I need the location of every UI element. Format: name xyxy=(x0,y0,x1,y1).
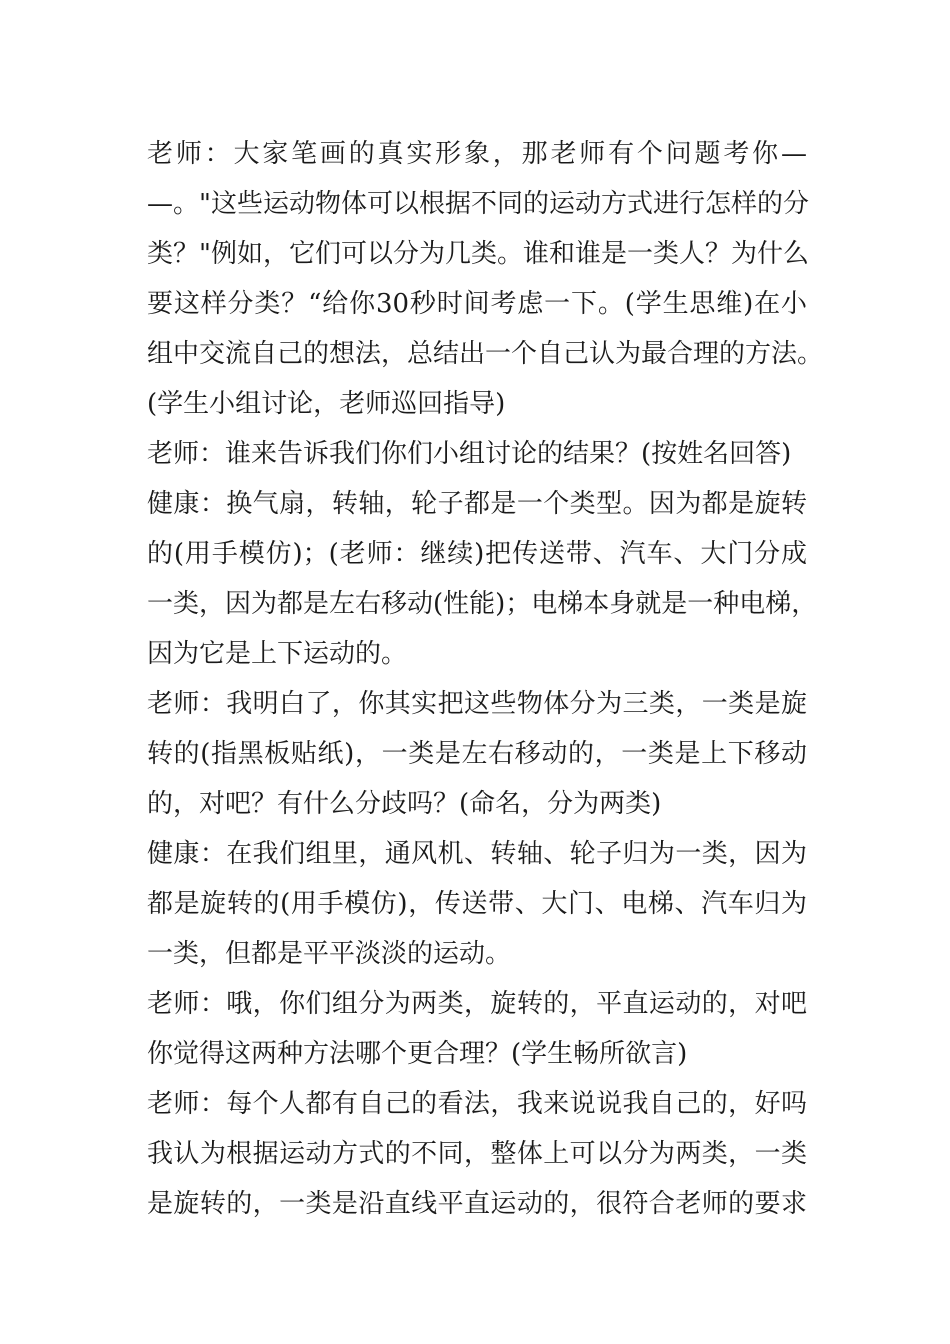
text-line: 转的(指黑板贴纸)，一类是左右移动的，一类是上下移动 xyxy=(147,739,807,769)
text-line: 老师：谁来告诉我们你们小组讨论的结果？(按姓名回答) xyxy=(147,439,792,469)
text-line: 老师：每个人都有自己的看法，我来说说我自己的，好吗 xyxy=(147,1089,807,1119)
text-line: (学生小组讨论，老师巡回指导) xyxy=(147,389,506,419)
text-line: 是旋转的，一类是沿直线平直运动的，很符合老师的要求 xyxy=(147,1189,807,1219)
text-line: 因为它是上下运动的。 xyxy=(147,639,408,669)
text-line: 组中交流自己的想法，总结出一个自己认为最合理的方法。 xyxy=(147,339,824,369)
text-line: 的，对吧？有什么分歧吗？(命名，分为两类) xyxy=(147,789,662,819)
text-line: 都是旋转的(用手模仿)，传送带、大门、电梯、汽车归为 xyxy=(147,889,807,919)
text-line: 要这样分类？“给你30秒时间考虑一下。(学生思维)在小 xyxy=(147,289,807,319)
text-line: 的(用手模仿)；(老师：继续)把传送带、汽车、大门分成 xyxy=(147,539,807,569)
text-line: 类？"例如，它们可以分为几类。谁和谁是一类人？为什么 xyxy=(147,239,809,269)
text-line: 一类，因为都是左右移动(性能)；电梯本身就是一种电梯， xyxy=(147,589,818,619)
text-line: 老师：我明白了，你其实把这些物体分为三类，一类是旋 xyxy=(147,689,807,719)
text-line: 健康：换气扇，转轴，轮子都是一个类型。因为都是旋转 xyxy=(147,489,807,519)
text-line: 老师：哦，你们组分为两类，旋转的，平直运动的，对吧 xyxy=(147,989,807,1019)
text-line: 健康：在我们组里，通风机、转轴、轮子归为一类，因为 xyxy=(147,839,807,869)
text-line: 你觉得这两种方法哪个更合理？(学生畅所欲言) xyxy=(147,1039,688,1069)
text-line: 我认为根据运动方式的不同，整体上可以分为两类，一类 xyxy=(147,1139,807,1169)
text-line: 老师：大家笔画的真实形象，那老师有个问题考你— xyxy=(147,139,807,169)
text-line: 一类，但都是平平淡淡的运动。 xyxy=(147,939,512,969)
text-line: —。"这些运动物体可以根据不同的运动方式进行怎样的分 xyxy=(147,189,809,219)
